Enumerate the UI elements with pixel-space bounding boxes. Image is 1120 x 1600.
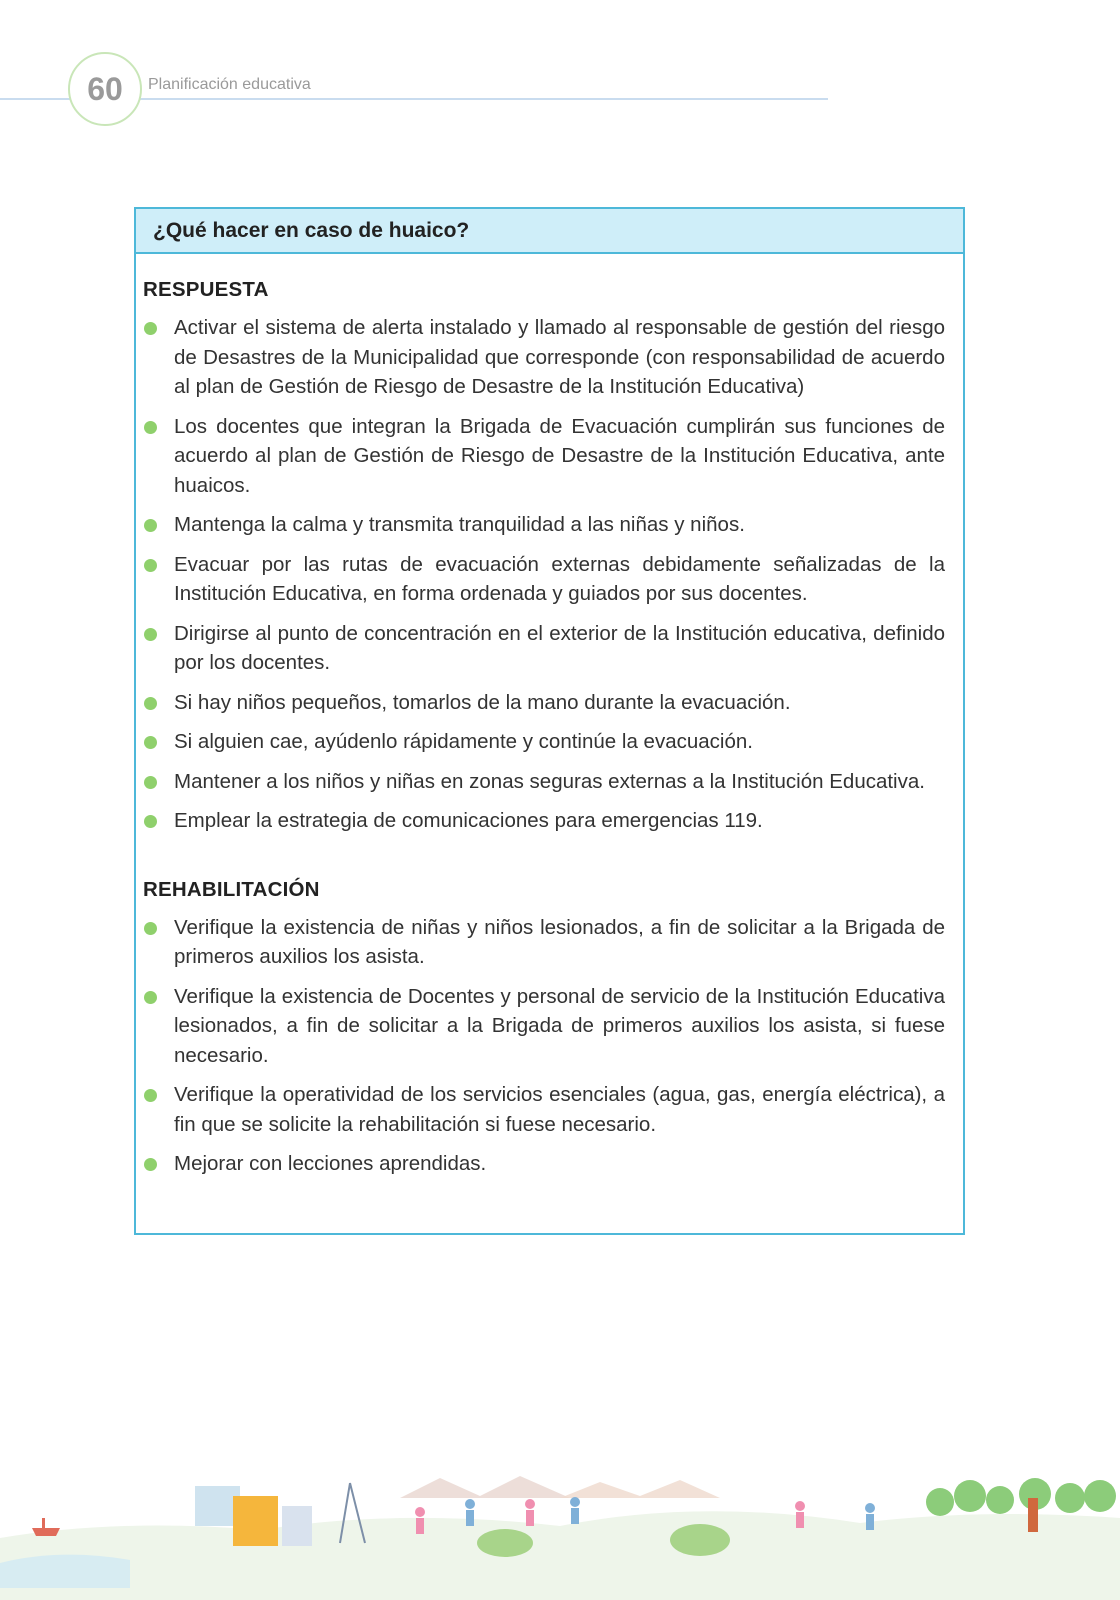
list-item: Activar el sistema de alerta instalado y llamado al responsable de gestión del riesgo de Desastres de la Municipalidad que corresponde (con responsabilidad de acuerdo al plan de Gestión de Riesgo de Desastre de la Institución Educativa) — [143, 313, 945, 402]
list-item: Mantener a los niños y niñas en zonas seguras externas a la Institución Educativa. — [143, 767, 945, 797]
list-item: Verifique la existencia de Docentes y personal de servicio de la Institución Educativa lesionados, a fin de solicitar a la Brigada de primeros auxilios los asista, si fuese necesario. — [143, 982, 945, 1071]
list-item: Dirigirse al punto de concentración en el exterior de la Institución educativa, definido por los docentes. — [143, 619, 945, 678]
info-box-title: ¿Qué hacer en caso de huaico? — [136, 209, 963, 254]
info-box — [134, 207, 965, 1235]
bullet-dot-icon — [144, 1089, 157, 1102]
bullet-dot-icon — [144, 1158, 157, 1171]
bullet-dot-icon — [144, 736, 157, 749]
list-item: Evacuar por las rutas de evacuación externas debidamente señalizadas de la Institución Educativa, en forma ordenada y guiados por sus docentes. — [143, 550, 945, 609]
page-number: 60 — [68, 52, 142, 126]
bullet-dot-icon — [144, 519, 157, 532]
bullet-dot-icon — [144, 991, 157, 1004]
bullet-dot-icon — [144, 815, 157, 828]
list-item: Si alguien cae, ayúdenlo rápidamente y continúe la evacuación. — [143, 727, 945, 757]
list-item: Mejorar con lecciones aprendidas. — [143, 1149, 945, 1179]
list-item: Mantenga la calma y transmita tranquilidad a las niñas y niños. — [143, 510, 945, 540]
list-item: Emplear la estrategia de comunicaciones para emergencias 119. — [143, 806, 945, 836]
running-header-title: Planificación educativa — [148, 76, 311, 93]
list-item: Verifique la existencia de niñas y niños lesionados, a fin de solicitar a la Brigada de primeros auxilios los asista. — [143, 913, 945, 972]
bullet-dot-icon — [144, 697, 157, 710]
bullet-dot-icon — [144, 922, 157, 935]
boat-icon — [32, 1518, 60, 1536]
community-landscape-illustration — [0, 1468, 1120, 1600]
section-heading-respuesta: RESPUESTA — [143, 278, 269, 301]
info-box-body — [136, 278, 963, 1179]
list-item: Si hay niños pequeños, tomarlos de la mano durante la evacuación. — [143, 688, 945, 718]
list-item: Los docentes que integran la Brigada de Evacuación cumplirán sus funciones de acuerdo al plan de Gestión de Riesgo de Desastre de la Institución Educativa, ante huaicos. — [143, 412, 945, 501]
section-heading-rehabilitacion: REHABILITACIÓN — [143, 877, 320, 901]
bullet-dot-icon — [144, 322, 157, 335]
respuesta-list — [143, 313, 945, 836]
bullet-dot-icon — [144, 628, 157, 641]
rehabilitacion-list — [143, 913, 945, 1179]
bullet-dot-icon — [144, 559, 157, 572]
bullet-dot-icon — [144, 421, 157, 434]
bullet-dot-icon — [144, 776, 157, 789]
list-item: Verifique la operatividad de los servicios esenciales (agua, gas, energía eléctrica), a fin que se solicite la rehabilitación si fuese necesario. — [143, 1080, 945, 1139]
